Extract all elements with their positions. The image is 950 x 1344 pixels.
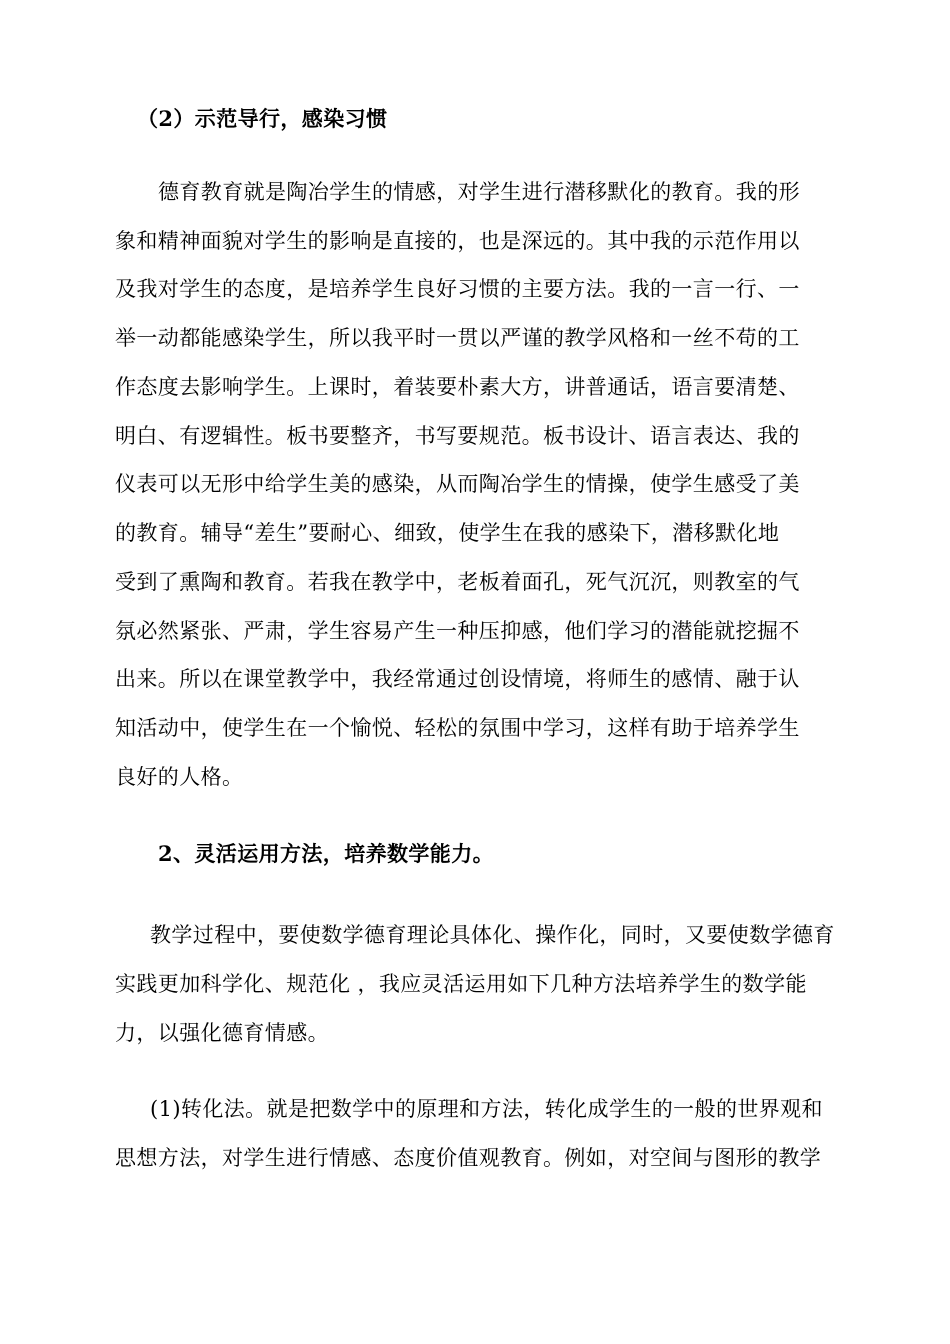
paragraph-line: 教学过程中，要使数学德育理论具体化、操作化，同时，又要使数学德育 (150, 923, 835, 947)
paragraph-line: 出来。所以在课堂教学中，我经常通过创设情境，将师生的感情、融于认 (115, 667, 800, 691)
paragraph-line: 德育教育就是陶冶学生的情感，对学生进行潜移默化的教育。我的形 (158, 180, 800, 204)
paragraph-line: 受到了熏陶和教育。若我在教学中，老板着面孔，死气沉沉，则教室的气 (115, 570, 800, 594)
paragraph-line: 的教育。辅导“差生”要耐心、细致，使学生在我的感染下，潜移默化地 (115, 521, 780, 545)
paragraph-line: 知活动中，使学生在一个愉悦、轻松的氛围中学习，这样有助于培养学生 (115, 716, 800, 740)
paragraph-line: 及我对学生的态度，是培养学生良好习惯的主要方法。我的一言一行、一 (115, 277, 800, 301)
paragraph-line: 象和精神面貌对学生的影响是直接的，也是深远的。其中我的示范作用以 (115, 229, 800, 253)
paragraph-line: 明白、有逻辑性。板书要整齐，书写要规范。板书设计、语言表达、我的 (115, 424, 800, 448)
paragraph-line: 氛必然紧张、严肃，学生容易产生一种压抑感，他们学习的潜能就挖掘不 (115, 619, 800, 643)
paragraph-line: 仪表可以无形中给学生美的感染，从而陶冶学生的情操，使学生感受了美 (115, 472, 800, 496)
paragraph-line: 举一动都能感染学生，所以我平时一贯以严谨的教学风格和一丝不苟的工 (115, 326, 800, 350)
paragraph-line: 实践更加科学化、规范化 ，我应灵活运用如下几种方法培养学生的数学能 (115, 972, 807, 996)
section-heading-2: （2）示范导行，感染习惯 (137, 106, 388, 131)
paragraph-line: (1)转化法。就是把数学中的原理和方法，转化成学生的一般的世界观和 (150, 1097, 823, 1121)
paragraph-line: 作态度去影响学生。上课时，着装要朴素大方，讲普通话，语言要清楚、 (115, 375, 800, 399)
paragraph-line: 思想方法，对学生进行情感、态度价值观教育。例如，对空间与图形的教学 (115, 1146, 822, 1170)
section-heading-main: 2、灵活运用方法，培养数学能力。 (158, 841, 495, 866)
paragraph-line: 力，以强化德育情感。 (115, 1021, 329, 1045)
paragraph-line: 良好的人格。 (115, 765, 244, 789)
